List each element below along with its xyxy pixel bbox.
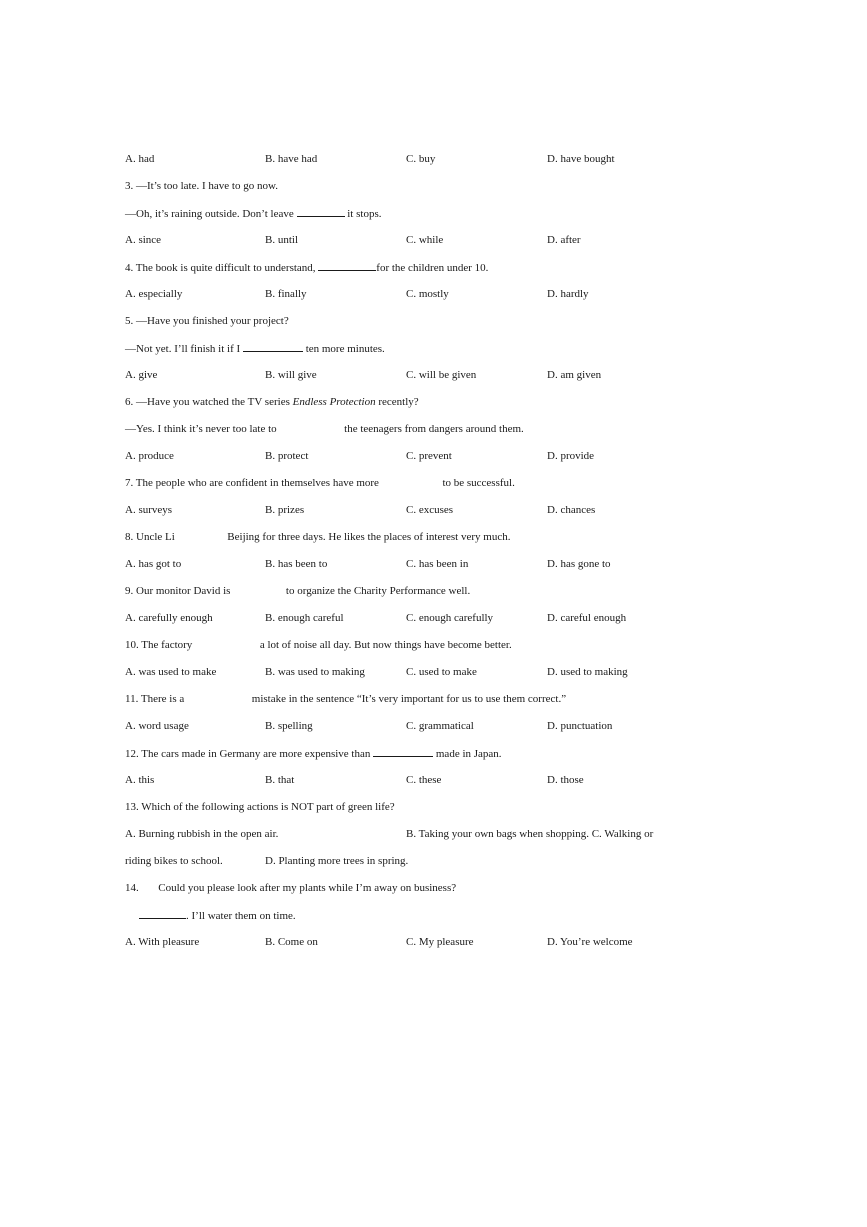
q11-option-c: C. grammatical (406, 720, 474, 732)
q3-line2 (125, 205, 381, 221)
q12-stem (125, 745, 502, 761)
q10-stem-a: 10. The factory (125, 639, 193, 651)
q4-option-b: B. finally (265, 288, 307, 300)
q6-stem (125, 394, 419, 410)
q8-stem-b: Beijing for three days. He likes the places of interest very much. (227, 531, 511, 543)
q7-option-b: B. prizes (265, 504, 305, 516)
q5-line2 (125, 340, 385, 356)
q6-line2 (125, 421, 524, 437)
q5-line2-b: ten more minutes. (305, 343, 385, 355)
q8-option-b: B. has been to (265, 558, 328, 570)
q8-stem (125, 529, 510, 545)
q10-option-a: A. was used to make (125, 666, 217, 678)
q3-line2-a: —Oh, it’s raining outside. Don’t leave (125, 208, 294, 220)
q4-option-a: A. especially (125, 288, 183, 300)
q12-option-d: D. those (547, 774, 584, 786)
q6-option-a: A. produce (125, 450, 174, 462)
q4-stem-a: 4. The book is quite difficult to understand, (125, 262, 316, 274)
q9-stem-a: 9. Our monitor David is (125, 585, 231, 597)
q4-stem (125, 259, 488, 275)
q4-option-c: C. mostly (406, 288, 449, 300)
q14-blank (139, 907, 186, 919)
q2-option-a: A. had (125, 153, 155, 165)
q3-stem (125, 178, 278, 194)
q6-series-title: Endless Protection (292, 396, 376, 408)
q4-stem-b: for the children under 10. (376, 262, 489, 274)
q14-number: 14. (125, 882, 139, 894)
q10-option-d: D. used to making (547, 666, 628, 678)
q14-option-b: B. Come on (265, 936, 318, 948)
q8-option-a: A. has got to (125, 558, 182, 570)
q14-option-d: D. You’re welcome (547, 936, 633, 948)
q14-option-c: C. My pleasure (406, 936, 474, 948)
q13-stem-text: 13. Which of the following actions is NOT part of green life? (125, 801, 395, 813)
q11-option-a: A. word usage (125, 720, 189, 732)
q14-reply-text: . I’ll water them on time. (186, 910, 296, 922)
q13-option-c-cont: riding bikes to school. (125, 855, 223, 867)
q5-stem-text: 5. —Have you finished your project? (125, 315, 289, 327)
q9-option-b: B. enough careful (265, 612, 344, 624)
q14-stem-text: Could you please look after my plants while I’m away on business? (158, 882, 457, 894)
q11-option-d: D. punctuation (547, 720, 613, 732)
q4-blank (318, 259, 376, 271)
q9-stem-b: to organize the Charity Performance well. (285, 585, 471, 597)
q6-line2-b: the teenagers from dangers around them. (344, 423, 524, 435)
q3-line2-b: it stops. (347, 208, 382, 220)
q9-option-c: C. enough carefully (406, 612, 494, 624)
q14-reply (139, 907, 296, 923)
q11-stem-b: mistake in the sentence “It’s very important for us to use them correct.” (251, 693, 567, 705)
q13-stem (125, 799, 395, 815)
q3-option-d: D. after (547, 234, 581, 246)
q7-stem-b: to be successful. (442, 477, 515, 489)
q4-option-d: D. hardly (547, 288, 589, 300)
q12-blank (373, 745, 433, 757)
q8-option-d: D. has gone to (547, 558, 611, 570)
q13-option-d: D. Planting more trees in spring. (265, 855, 409, 867)
q10-option-b: B. was used to making (265, 666, 365, 678)
q12-option-b: B. that (265, 774, 295, 786)
q5-option-d: D. am given (547, 369, 602, 381)
q5-option-c: C. will be given (406, 369, 477, 381)
q5-option-a: A. give (125, 369, 158, 381)
q3-option-b: B. until (265, 234, 299, 246)
q12-option-a: A. this (125, 774, 155, 786)
q5-blank (243, 340, 303, 352)
q3-stem-text: 3. —It’s too late. I have to go now. (125, 180, 278, 192)
q8-stem-a: 8. Uncle Li (125, 531, 175, 543)
q10-stem (125, 637, 512, 653)
q7-option-a: A. surveys (125, 504, 173, 516)
q9-option-a: A. carefully enough (125, 612, 213, 624)
q2-option-d: D. have bought (547, 153, 615, 165)
q9-option-d: D. careful enough (547, 612, 627, 624)
q12-stem-a: 12. The cars made in Germany are more expensive than (125, 748, 371, 760)
q6-option-b: B. protect (265, 450, 309, 462)
q2-option-b: B. have had (265, 153, 318, 165)
q14-option-a: A. With pleasure (125, 936, 200, 948)
q2-option-c: C. buy (406, 153, 436, 165)
q5-stem (125, 313, 289, 329)
q5-line2-a: —Not yet. I’ll finish it if I (125, 343, 241, 355)
q3-option-a: A. since (125, 234, 162, 246)
q7-stem (125, 475, 515, 491)
q10-option-c: C. used to make (406, 666, 477, 678)
q11-stem-a: 11. There is a (125, 693, 185, 705)
q14-stem (125, 880, 456, 896)
q7-stem-a: 7. The people who are confident in themselves have more (125, 477, 379, 489)
q7-option-c: C. excuses (406, 504, 454, 516)
q3-option-c: C. while (406, 234, 444, 246)
q13-option-b-c: B. Taking your own bags when shopping. C. Walking or (406, 828, 654, 840)
q8-option-c: C. has been in (406, 558, 469, 570)
q6-line2-a: —Yes. I think it’s never too late to (125, 423, 277, 435)
q13-option-a: A. Burning rubbish in the open air. (125, 828, 279, 840)
q7-option-d: D. chances (547, 504, 596, 516)
q12-stem-b: made in Japan. (435, 748, 502, 760)
q9-stem (125, 583, 470, 599)
q6-option-d: D. provide (547, 450, 595, 462)
q11-option-b: B. spelling (265, 720, 313, 732)
q6-stem-b: recently? (378, 396, 419, 408)
q6-stem-a: 6. —Have you watched the TV series (125, 396, 290, 408)
q10-stem-b: a lot of noise all day. But now things have become better. (259, 639, 512, 651)
q5-option-b: B. will give (265, 369, 317, 381)
q6-option-c: C. prevent (406, 450, 452, 462)
q3-blank (297, 205, 345, 217)
q12-option-c: C. these (406, 774, 442, 786)
q11-stem (125, 691, 566, 707)
